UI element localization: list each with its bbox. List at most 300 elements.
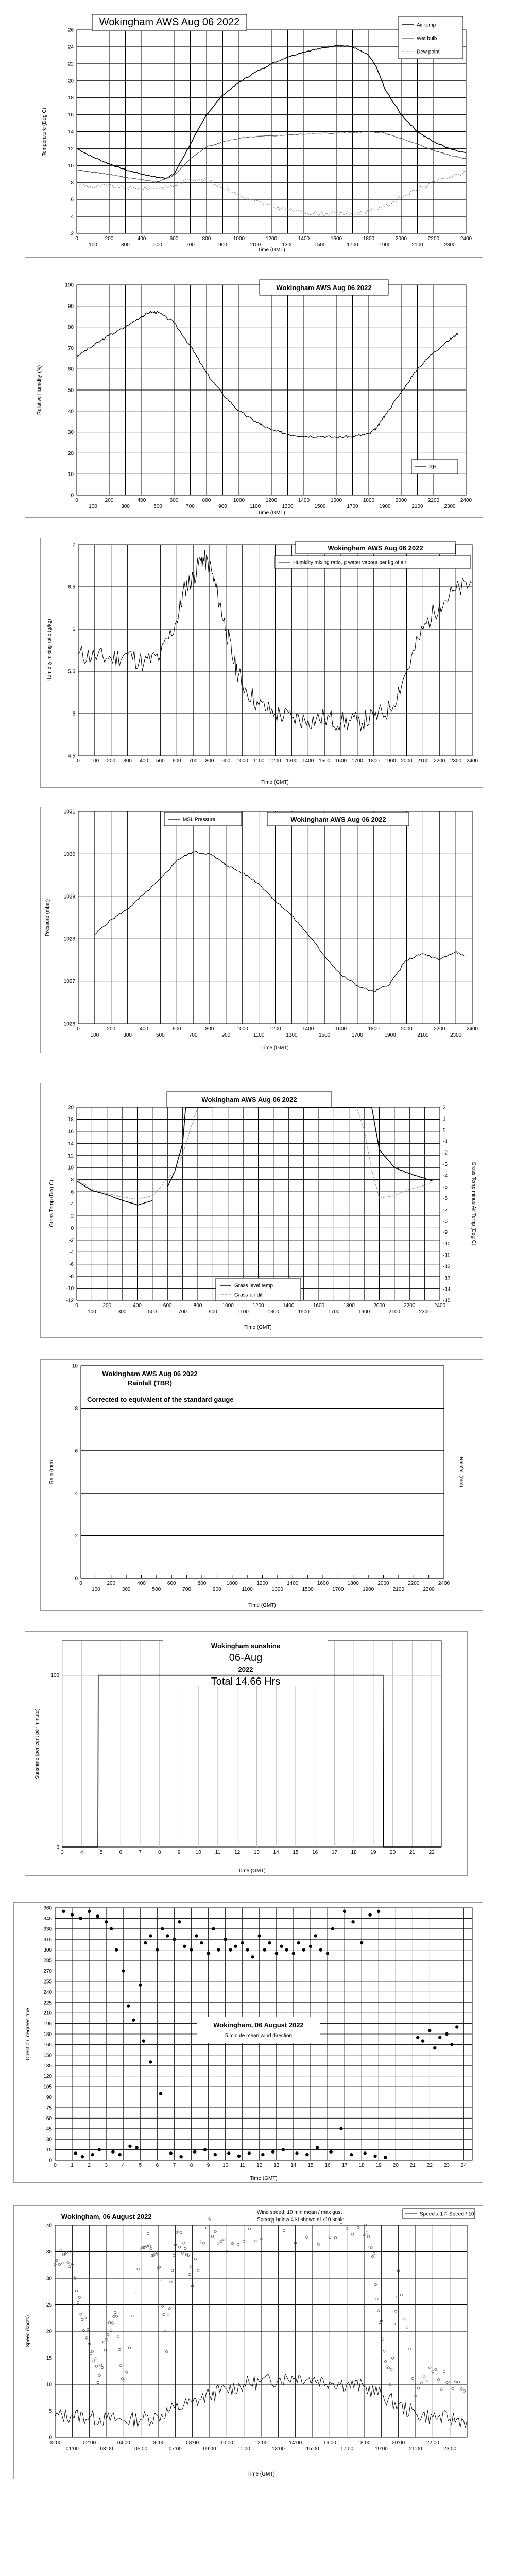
- y-tick-label: -4: [69, 1249, 74, 1256]
- x-tick-label: 1200: [269, 758, 281, 764]
- y-tick-label: 100: [65, 282, 74, 289]
- x-tick-label: 100: [90, 1032, 99, 1038]
- x-axis-label: Time (GMT): [244, 1325, 272, 1330]
- x-tick-label: 1900: [379, 504, 391, 510]
- x-tick-label: 01:00: [65, 2446, 79, 2452]
- x-tick-label: 600: [163, 1303, 172, 1309]
- y-tick-label: 35: [46, 2249, 52, 2255]
- wind-direction-point: [314, 1934, 317, 1937]
- wind-direction-chart-panel: [13, 1902, 483, 2183]
- y2-tick-label: -12: [443, 1264, 451, 1270]
- wind-direction-point: [377, 1910, 380, 1913]
- x-tick-label: 1100: [253, 758, 265, 764]
- x-tick-label: 2000: [401, 758, 413, 764]
- x-tick-label: 2400: [466, 758, 478, 764]
- y2-tick-label: -4: [443, 1173, 448, 1179]
- x-tick-label: 18: [358, 2163, 365, 2168]
- x-tick-label: 2000: [395, 498, 407, 503]
- x-tick-label: 10:00: [220, 2440, 233, 2446]
- x-tick-label: 17: [341, 2163, 348, 2168]
- x-tick-label: 300: [123, 1032, 132, 1038]
- y-tick-label: 45: [46, 2126, 52, 2132]
- x-tick-label: 11:00: [237, 2446, 250, 2452]
- wind-direction-point: [433, 2046, 436, 2049]
- wind-direction-point: [62, 1910, 65, 1913]
- x-tick-label: 1200: [265, 236, 278, 242]
- wind-direction-point: [224, 1938, 227, 1941]
- wind-direction-point: [292, 1952, 295, 1955]
- x-tick-label: 700: [188, 758, 198, 764]
- x-tick-label: 4: [80, 1850, 83, 1855]
- x-tick-label: 200: [105, 498, 114, 503]
- wind-direction-point: [81, 2155, 84, 2158]
- y-tick-label: 6.5: [68, 584, 75, 590]
- wind-direction-point: [166, 1934, 169, 1937]
- x-tick-label: 17:00: [340, 2446, 354, 2452]
- y-tick-label: 8: [71, 180, 74, 186]
- x-tick-label: 0: [77, 758, 80, 764]
- x-tick-label: 800: [202, 498, 211, 503]
- y2-tick-label: -6: [443, 1195, 448, 1201]
- x-axis-label: Time (GMT): [247, 2471, 275, 2477]
- chart-subtitle-2: Speeds below 4 kt shown at x10 scale: [257, 2217, 345, 2223]
- x-tick-label: 1900: [384, 1032, 396, 1038]
- y2-tick-label: -7: [443, 1207, 448, 1213]
- x-tick-label: 300: [117, 1309, 127, 1315]
- y-tick-label: 8: [71, 1177, 74, 1183]
- x-axis-label: Time (GMT): [250, 2176, 278, 2181]
- legend-entry: Grass level temp: [234, 1283, 273, 1289]
- wind-direction-point: [200, 1941, 203, 1944]
- y-tick-label: 30: [46, 2137, 52, 2143]
- x-tick-label: 18:00: [357, 2440, 371, 2446]
- wind-direction-point: [149, 1934, 152, 1937]
- y-tick-label: 70: [67, 345, 74, 351]
- x-tick-label: 500: [148, 1309, 157, 1315]
- x-tick-label: 900: [218, 242, 227, 248]
- y-tick-label: 360: [43, 1905, 52, 1911]
- x-tick-label: 1400: [298, 236, 310, 242]
- x-tick-label: 1000: [233, 498, 245, 503]
- x-tick-label: 10: [195, 1850, 201, 1855]
- x-tick-label: 1000: [233, 236, 245, 242]
- x-tick-label: 21: [409, 1850, 415, 1855]
- wind-direction-point: [384, 2156, 387, 2159]
- x-axis-label: Time (GMT): [258, 510, 285, 516]
- sunshine-total: Total 14.66 Hrs: [211, 1676, 281, 1687]
- x-tick-label: 9: [177, 1850, 181, 1855]
- x-tick-label: 1900: [379, 242, 391, 248]
- y-tick-label: 270: [43, 1969, 52, 1974]
- wind-direction-point: [156, 1948, 159, 1951]
- wind-direction-point: [105, 1920, 108, 1923]
- y-tick-label: -12: [66, 1298, 74, 1304]
- x-tick-label: 700: [182, 1587, 191, 1592]
- wind-direction-point: [263, 1948, 266, 1951]
- x-tick-label: 15: [293, 1850, 299, 1855]
- x-tick-label: 1800: [368, 758, 380, 764]
- x-tick-label: 2100: [417, 1032, 429, 1038]
- y-tick-label: 20: [46, 2329, 52, 2335]
- y-tick-label: 100: [50, 1673, 59, 1679]
- x-tick-label: 1200: [265, 498, 278, 503]
- x-tick-label: 400: [140, 1026, 148, 1032]
- y-tick-label: 240: [43, 1989, 52, 1995]
- y-tick-label: 26: [67, 27, 74, 33]
- y-tick-label: 20: [67, 1105, 74, 1111]
- x-tick-label: 1100: [249, 242, 261, 248]
- x-tick-label: 1500: [302, 1587, 314, 1592]
- wind-direction-point: [142, 2039, 145, 2042]
- wind-direction-point: [438, 2036, 441, 2039]
- wind-direction-point: [193, 2150, 196, 2153]
- x-tick-label: 0: [79, 1581, 82, 1586]
- x-tick-label: 5: [139, 2163, 142, 2168]
- wind-direction-point: [339, 2127, 342, 2130]
- x-tick-label: 1600: [313, 1303, 325, 1309]
- temperature-chart: [25, 9, 483, 257]
- x-tick-label: 900: [213, 1587, 221, 1592]
- wind-direction-chart: [14, 1903, 483, 2182]
- x-tick-label: 13:00: [271, 2446, 285, 2452]
- wind-direction-point: [326, 1952, 329, 1955]
- y-tick-label: 30: [46, 2276, 52, 2282]
- wind-direction-point: [416, 2036, 419, 2039]
- legend-entry: Air temp: [417, 22, 436, 28]
- x-tick-label: 0: [75, 1303, 78, 1309]
- x-tick-label: 100: [89, 242, 97, 248]
- wind-direction-point: [98, 2148, 101, 2151]
- x-tick-label: 1100: [249, 504, 261, 510]
- wind-direction-point: [258, 1934, 261, 1937]
- x-tick-label: 23:00: [443, 2446, 457, 2452]
- x-tick-label: 900: [209, 1309, 217, 1315]
- wind-direction-point: [246, 1948, 249, 1951]
- x-tick-label: 900: [221, 758, 231, 764]
- legend-entry: MSL Pressure: [183, 817, 215, 823]
- y2-tick-label: -10: [443, 1241, 451, 1247]
- wind-direction-point: [261, 2153, 264, 2156]
- wind-direction-point: [203, 2148, 207, 2151]
- x-tick-label: 300: [121, 504, 130, 510]
- x-tick-label: 3: [61, 1850, 64, 1855]
- x-tick-label: 18: [351, 1850, 357, 1855]
- chart-year: 2022: [238, 1666, 253, 1673]
- chart-title: Wokingham AWS Aug 06 2022: [290, 816, 386, 823]
- x-tick-label: 03:00: [100, 2446, 113, 2452]
- x-tick-label: 2400: [460, 236, 472, 242]
- wind-direction-point: [128, 2145, 131, 2148]
- x-tick-label: 500: [153, 242, 162, 248]
- x-tick-label: 2400: [460, 498, 472, 503]
- y-tick-label: 0: [71, 493, 74, 499]
- x-tick-label: 1600: [335, 758, 347, 764]
- y-tick-label: 135: [43, 2063, 52, 2069]
- x-tick-label: 800: [193, 1303, 202, 1309]
- x-tick-label: 2000: [401, 1026, 413, 1032]
- x-tick-label: 400: [137, 1581, 146, 1586]
- x-tick-label: 1000: [236, 758, 248, 764]
- x-tick-label: 5: [99, 1850, 103, 1855]
- legend-entry: Humidity mixing ratio, g water vapour per kg of air: [293, 560, 407, 566]
- x-tick-label: 8: [158, 1850, 161, 1855]
- y-tick-label: 2: [71, 1213, 74, 1219]
- wind-direction-point: [149, 2060, 152, 2063]
- y2-tick-label: -8: [443, 1218, 448, 1225]
- y-tick-label: -6: [69, 1262, 74, 1268]
- y-tick-label: 10: [46, 2382, 52, 2388]
- wind-direction-point: [455, 2025, 458, 2028]
- x-tick-label: 1300: [286, 758, 298, 764]
- x-tick-label: 16:00: [323, 2440, 336, 2446]
- wind-direction-point: [445, 2032, 448, 2036]
- x-tick-label: 04:00: [117, 2440, 130, 2446]
- wind-direction-point: [132, 2019, 135, 2022]
- y-tick-label: 10: [67, 1165, 74, 1171]
- x-tick-label: 900: [221, 1032, 231, 1038]
- y-axis-label: Grass Temp (Deg C): [49, 1180, 55, 1227]
- x-tick-label: 12: [234, 1850, 241, 1855]
- rainfall-chart: [41, 1360, 483, 1610]
- legend-entry: Wet bulb: [417, 36, 437, 42]
- legend-entry: Grass-air diff: [234, 1292, 264, 1298]
- x-tick-label: 16: [312, 1850, 318, 1855]
- x-tick-label: 2100: [392, 1587, 404, 1592]
- x-tick-label: 200: [107, 1581, 116, 1586]
- x-tick-label: 1300: [286, 1032, 298, 1038]
- x-tick-label: 1400: [287, 1581, 299, 1586]
- y2-tick-label: 1: [443, 1116, 446, 1122]
- x-tick-label: 600: [169, 236, 179, 242]
- y-tick-label: 150: [43, 2053, 52, 2059]
- wind-direction-point: [127, 2004, 130, 2007]
- x-tick-label: 14: [290, 2163, 297, 2168]
- x-tick-label: 100: [89, 504, 97, 510]
- grass-temp-chart-panel: [40, 1083, 483, 1338]
- x-tick-label: 1800: [363, 498, 375, 503]
- y-tick-label: 330: [43, 1926, 52, 1933]
- x-tick-label: 4: [122, 2163, 125, 2168]
- x-tick-label: 13: [273, 2163, 280, 2168]
- x-tick-label: 02:00: [83, 2440, 96, 2446]
- wind-direction-point: [122, 1969, 125, 1972]
- y-tick-label: 50: [67, 387, 74, 394]
- wind-direction-point: [364, 2151, 367, 2155]
- x-tick-label: 11: [215, 1850, 221, 1855]
- x-tick-label: 1200: [269, 1026, 281, 1032]
- rainfall-chart-panel: [40, 1359, 483, 1611]
- y-tick-label: -10: [66, 1286, 74, 1292]
- y-tick-label: 7: [72, 542, 75, 548]
- x-tick-label: 700: [178, 1309, 187, 1315]
- y-tick-label: 40: [46, 2223, 52, 2229]
- y-tick-label: 15: [46, 2355, 52, 2361]
- y-tick-label: 1031: [63, 809, 75, 815]
- wind-direction-point: [350, 2153, 353, 2156]
- y-tick-label: 6: [75, 1448, 78, 1454]
- x-tick-label: 1700: [351, 758, 363, 764]
- y-tick-label: 285: [43, 1958, 52, 1964]
- x-tick-label: 1000: [226, 1581, 238, 1586]
- wind-direction-point: [329, 2150, 332, 2153]
- x-tick-label: 1700: [332, 1587, 344, 1592]
- chart-date: 06-Aug: [229, 1652, 263, 1664]
- x-tick-label: 2200: [404, 1303, 416, 1309]
- x-tick-label: 07:00: [168, 2446, 182, 2452]
- x-tick-label: 1100: [242, 1587, 253, 1592]
- wind-direction-point: [135, 2146, 138, 2149]
- legend-entry: RH: [429, 464, 437, 470]
- wind-direction-point: [285, 1948, 288, 1951]
- x-tick-label: 1100: [237, 1309, 249, 1315]
- wind-direction-point: [110, 1927, 113, 1930]
- x-tick-label: 1700: [351, 1032, 363, 1038]
- wind-direction-point: [173, 1938, 176, 1941]
- x-tick-label: 1500: [314, 504, 326, 510]
- x-tick-label: 09:00: [203, 2446, 216, 2452]
- y-tick-label: 30: [67, 430, 74, 436]
- x-tick-label: 800: [205, 758, 214, 764]
- wind-direction-point: [96, 1914, 99, 1918]
- chart-subtitle: 5 minute mean wind direction: [225, 2033, 293, 2039]
- temperature-chart-panel: [25, 9, 483, 258]
- x-tick-label: 1400: [298, 498, 310, 503]
- y-tick-label: 10: [67, 471, 74, 478]
- y-tick-label: 195: [43, 2021, 52, 2027]
- x-tick-label: 19: [370, 1850, 376, 1855]
- y2-tick-label: -3: [443, 1161, 448, 1167]
- wind-direction-point: [74, 2151, 77, 2155]
- wind-direction-point: [237, 2155, 241, 2158]
- x-tick-label: 22: [428, 1850, 435, 1855]
- x-tick-label: 2400: [438, 1581, 450, 1586]
- x-tick-label: 900: [218, 504, 227, 510]
- x-tick-label: 21:00: [409, 2446, 422, 2452]
- x-tick-label: 1700: [347, 504, 358, 510]
- x-tick-label: 1800: [368, 1026, 380, 1032]
- y-tick-label: 5: [72, 711, 75, 717]
- wind-direction-point: [178, 1920, 181, 1923]
- x-tick-label: 06:00: [151, 2440, 165, 2446]
- y-tick-label: 80: [67, 325, 74, 331]
- x-tick-label: 8: [190, 2163, 193, 2168]
- y2-tick-label: -5: [443, 1184, 448, 1190]
- x-tick-label: 500: [156, 1032, 165, 1038]
- y2-tick-label: -9: [443, 1230, 448, 1236]
- x-axis-label: Time (GMT): [258, 247, 285, 253]
- y-tick-label: 14: [67, 129, 74, 135]
- x-tick-label: 1600: [330, 236, 342, 242]
- y2-axis-label: Rainfall (mm): [458, 1456, 464, 1487]
- x-tick-label: 00:00: [48, 2440, 62, 2446]
- y-axis-label: Rain (mm): [49, 1460, 55, 1484]
- wind-speed-chart: [14, 2206, 483, 2479]
- wind-direction-point: [271, 2150, 274, 2153]
- wind-direction-point: [190, 1948, 193, 1951]
- y-axis-label: Pressure (mbar): [45, 899, 50, 937]
- wind-direction-point: [373, 2155, 376, 2158]
- wind-direction-point: [297, 1941, 300, 1944]
- x-tick-label: 300: [122, 1587, 131, 1592]
- x-tick-label: 400: [133, 1303, 142, 1309]
- x-tick-label: 2300: [450, 758, 462, 764]
- chart-title: Wokingham AWS Aug 06 2022: [276, 284, 372, 292]
- x-axis-label: Time (GMT): [261, 779, 289, 785]
- y-tick-label: 16: [67, 112, 74, 118]
- y-tick-label: 24: [67, 44, 74, 50]
- x-tick-label: 14: [273, 1850, 279, 1855]
- wind-direction-point: [144, 1941, 147, 1944]
- x-tick-label: 2100: [411, 242, 423, 248]
- x-tick-label: 500: [156, 758, 165, 764]
- chart-subtitle: Rainfall (TBR): [128, 1379, 172, 1387]
- chart-title: Wokingham sunshine: [211, 1642, 281, 1650]
- y-tick-label: 14: [67, 1141, 74, 1147]
- x-tick-label: 1300: [271, 1587, 283, 1592]
- x-tick-label: 1600: [330, 498, 342, 503]
- y-tick-label: 4.5: [68, 753, 75, 759]
- y-tick-label: 20: [67, 450, 74, 456]
- y-axis-label: Speed (knots): [25, 2315, 31, 2348]
- speed-div10-point: [209, 2218, 211, 2220]
- x-tick-label: 200: [102, 1303, 112, 1309]
- x-tick-label: 6: [119, 1850, 123, 1855]
- y2-tick-label: 2: [443, 1105, 446, 1111]
- y-tick-label: 1027: [63, 979, 75, 985]
- x-tick-label: 9: [207, 2163, 210, 2168]
- x-tick-label: 400: [140, 758, 148, 764]
- wind-direction-point: [234, 1945, 237, 1948]
- x-tick-label: 2100: [388, 1309, 400, 1315]
- x-tick-label: 700: [186, 504, 195, 510]
- y-tick-label: 10: [72, 1363, 78, 1369]
- y-tick-label: 1026: [63, 1021, 75, 1027]
- x-tick-label: 1400: [283, 1303, 295, 1309]
- x-tick-label: 1200: [252, 1303, 264, 1309]
- x-tick-label: 600: [172, 758, 181, 764]
- wind-direction-point: [212, 1927, 215, 1930]
- humidity-chart: [25, 272, 483, 517]
- wind-direction-point: [305, 2153, 308, 2156]
- x-tick-label: 2000: [377, 1581, 389, 1586]
- x-tick-label: 2: [88, 2163, 91, 2168]
- y-tick-label: 345: [43, 1916, 52, 1922]
- x-tick-label: 400: [137, 498, 146, 503]
- y-tick-label: 15: [46, 2147, 52, 2154]
- legend-entry: Speed x 1: [420, 2211, 443, 2217]
- y-tick-label: 16: [67, 1129, 74, 1135]
- y-tick-label: 60: [46, 2115, 52, 2122]
- y2-tick-label: -1: [443, 1139, 448, 1145]
- x-tick-label: 1: [71, 2163, 74, 2168]
- x-tick-label: 1600: [335, 1026, 347, 1032]
- y-axis-label: Temperature (Deg C): [42, 108, 47, 156]
- x-tick-label: 1500: [314, 242, 326, 248]
- y-tick-label: 10: [67, 163, 74, 169]
- wind-direction-point: [421, 2039, 424, 2042]
- y-tick-label: 22: [67, 61, 74, 67]
- x-tick-label: 13: [253, 1850, 260, 1855]
- chart-title: Wokingham AWS Aug 06 2022: [99, 16, 240, 28]
- x-tick-label: 20: [390, 1850, 396, 1855]
- y-tick-label: 4: [71, 214, 74, 220]
- y-tick-label: 0: [75, 1575, 78, 1582]
- y-tick-label: 1028: [63, 936, 75, 942]
- x-tick-label: 1300: [267, 1309, 279, 1315]
- y-tick-label: -2: [69, 1238, 74, 1244]
- y-tick-label: 0: [56, 1844, 59, 1851]
- x-tick-label: 1500: [298, 1309, 310, 1315]
